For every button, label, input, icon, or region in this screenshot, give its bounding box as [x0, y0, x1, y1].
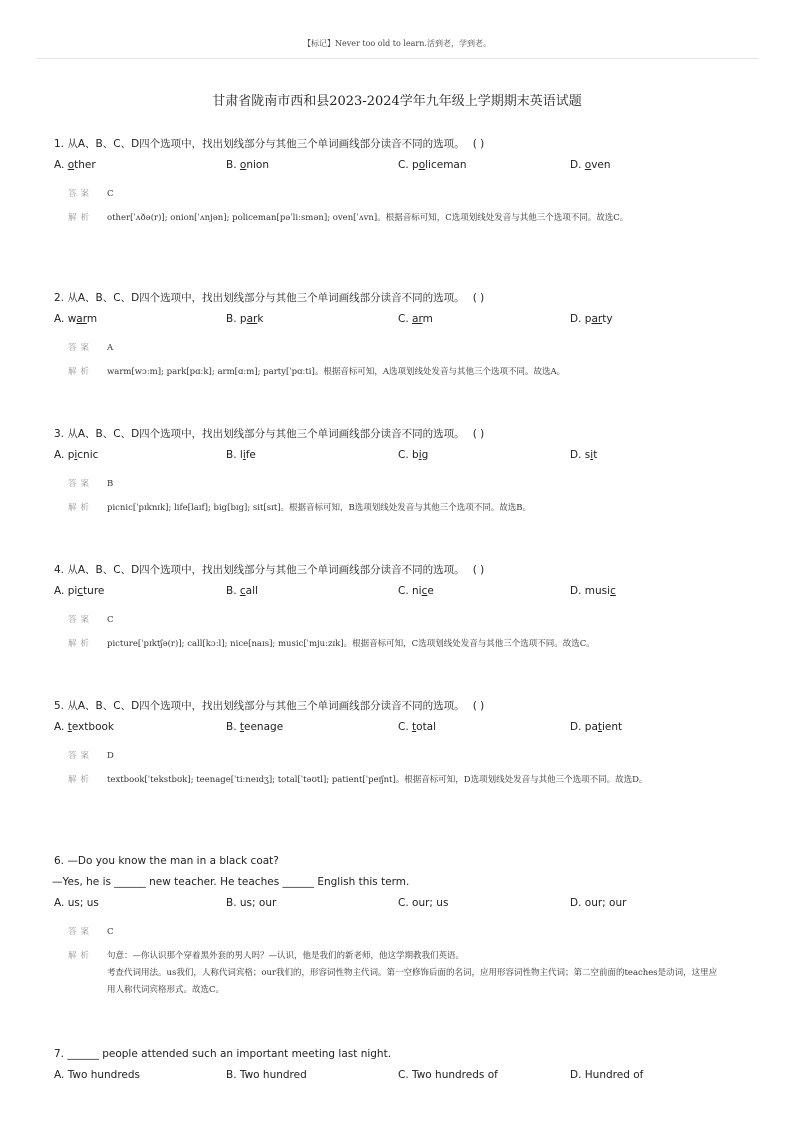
answer-value: C [107, 189, 114, 199]
explanation-label: 解析 [68, 503, 94, 513]
option-d[interactable]: D. Hundred of [570, 1069, 644, 1081]
answer-value: C [107, 927, 114, 937]
explanation-text: other[ˈʌðə(r)]; onion[ˈʌnjən]; policeman[pəˈliːsmən]; oven[ˈʌvn]。根据音标可知，C选项划线处发音与其他三个选项不同。故选C。 [107, 213, 629, 223]
explanation-text: 考查代词用法。us我们，人称代词宾格；our我们的，形容词性物主代词。第一空修饰后面的名词，应用形容词性物主代词；第二空前面的teaches是动词，这里应用人称代词宾格形式。故选C。 [107, 968, 718, 995]
option-a[interactable]: A. picture [54, 585, 105, 597]
question-stem: 2. 从A、B、C、D四个选项中，找出划线部分与其他三个单词画线部分读音不同的选项。 ( ) [54, 292, 485, 304]
question-stem: 7. ______ people attended such an important meeting last night. [54, 1048, 392, 1060]
answer-label: 答案 [68, 927, 94, 937]
question-3 [54, 424, 754, 517]
explanation-label: 解析 [68, 775, 94, 785]
answer-row [54, 748, 754, 764]
answer-row [54, 476, 754, 492]
explanation-row [54, 636, 754, 653]
header-motto: 【标记】Never too old to learn.活到老，学到老。 [303, 39, 491, 48]
answer-label: 答案 [68, 189, 94, 199]
explanation-text: 句意：—你认识那个穿着黑外套的男人吗？—认识，他是我们的新老师，他这学期教我们英语。 [107, 951, 465, 961]
option-b[interactable]: B. onion [226, 159, 269, 171]
question-2 [54, 288, 754, 381]
answer-value: A [107, 343, 114, 353]
option-b[interactable]: B. Two hundred [226, 1069, 307, 1081]
question-stem-line2: —Yes, he is ______ new teacher. He teaches ______ English this term. [52, 876, 410, 888]
option-c[interactable]: C. our; us [398, 897, 449, 909]
question-stem: 6. —Do you know the man in a black coat? [54, 855, 279, 867]
options-row [54, 155, 754, 176]
option-c[interactable]: C. Two hundreds of [398, 1069, 498, 1081]
options-row [54, 1065, 754, 1086]
options-row [54, 309, 754, 330]
explanation-label: 解析 [68, 951, 94, 961]
explanation-row [54, 948, 754, 999]
explanation-text: warm[wɔːm]; park[pɑːk]; arm[ɑːm]; party[ˈpɑːti]。根据音标可知，A选项划线处发音与其他三个选项不同。故选A。 [107, 367, 566, 377]
answer-label: 答案 [68, 343, 94, 353]
option-d[interactable]: D. patient [570, 721, 623, 733]
option-a[interactable]: A. textbook [54, 721, 115, 733]
option-b[interactable]: B. us; our [226, 897, 277, 909]
explanation-row [54, 500, 754, 517]
option-d[interactable]: D. party [570, 313, 613, 325]
explanation-text: textbook[ˈtekstbʊk]; teenage[ˈtiːneɪdʒ]; total[ˈtəʊtl]; patient[ˈpeɪʃnt]。根据音标可知，D选项划线处发音与其他三个选项不同。故选D。 [107, 775, 648, 785]
answer-row [54, 924, 754, 940]
question-6 [54, 851, 754, 999]
options-row [54, 893, 754, 914]
header-divider [36, 58, 758, 59]
option-a[interactable]: A. Two hundreds [54, 1069, 141, 1081]
document-title: 甘肃省陇南市西和县2023-2024学年九年级上学期期末英语试题 [212, 94, 582, 109]
option-c[interactable]: C. nice [398, 585, 434, 597]
option-d[interactable]: D. music [570, 585, 616, 597]
option-d[interactable]: D. oven [570, 159, 611, 171]
option-b[interactable]: B. teenage [226, 721, 284, 733]
explanation-label: 解析 [68, 367, 94, 377]
options-row [54, 445, 754, 466]
explanation-label: 解析 [68, 213, 94, 223]
answer-value: B [107, 479, 114, 489]
question-stem: 4. 从A、B、C、D四个选项中，找出划线部分与其他三个单词画线部分读音不同的选项。 ( ) [54, 564, 485, 576]
explanation-label: 解析 [68, 639, 94, 649]
option-a[interactable]: A. picnic [54, 449, 99, 461]
option-c[interactable]: C. arm [398, 313, 433, 325]
question-7 [54, 1044, 754, 1086]
option-c[interactable]: C. policeman [398, 159, 467, 171]
option-a[interactable]: A. us; us [54, 897, 99, 909]
option-b[interactable]: B. park [226, 313, 264, 325]
answer-row [54, 186, 754, 202]
options-row [54, 581, 754, 602]
explanation-row [54, 772, 754, 789]
option-d[interactable]: D. sit [570, 449, 598, 461]
option-c[interactable]: C. total [398, 721, 437, 733]
answer-row [54, 340, 754, 356]
question-stem: 3. 从A、B、C、D四个选项中，找出划线部分与其他三个单词画线部分读音不同的选项。 ( ) [54, 428, 485, 440]
question-stem: 1. 从A、B、C、D四个选项中，找出划线部分与其他三个单词画线部分读音不同的选项。 ( ) [54, 138, 485, 150]
answer-label: 答案 [68, 751, 94, 761]
question-stem: 5. 从A、B、C、D四个选项中，找出划线部分与其他三个单词画线部分读音不同的选项。 ( ) [54, 700, 485, 712]
explanation-row [54, 210, 754, 227]
option-b[interactable]: B. call [226, 585, 258, 597]
options-row [54, 717, 754, 738]
question-4 [54, 560, 754, 653]
explanation-text: picnic[ˈpɪknɪk]; life[laɪf]; big[bɪg]; sit[sɪt]。根据音标可知，B选项划线处发音与其他三个选项不同。故选B。 [107, 503, 532, 513]
question-5 [54, 696, 754, 789]
answer-label: 答案 [68, 615, 94, 625]
answer-value: C [107, 615, 114, 625]
explanation-text: picture[ˈpɪktʃə(r)]; call[kɔːl]; nice[naɪs]; music[ˈmjuːzɪk]。根据音标可知，C选项划线处发音与其他三个选项不同。故选C。 [107, 639, 595, 649]
question-1 [54, 134, 754, 227]
answer-row [54, 612, 754, 628]
option-a[interactable]: A. warm [54, 313, 98, 325]
option-c[interactable]: C. big [398, 449, 429, 461]
option-b[interactable]: B. life [226, 449, 256, 461]
option-d[interactable]: D. our; our [570, 897, 627, 909]
answer-value: D [107, 751, 114, 761]
option-a[interactable]: A. other [54, 159, 96, 171]
answer-label: 答案 [68, 479, 94, 489]
explanation-row [54, 364, 754, 381]
